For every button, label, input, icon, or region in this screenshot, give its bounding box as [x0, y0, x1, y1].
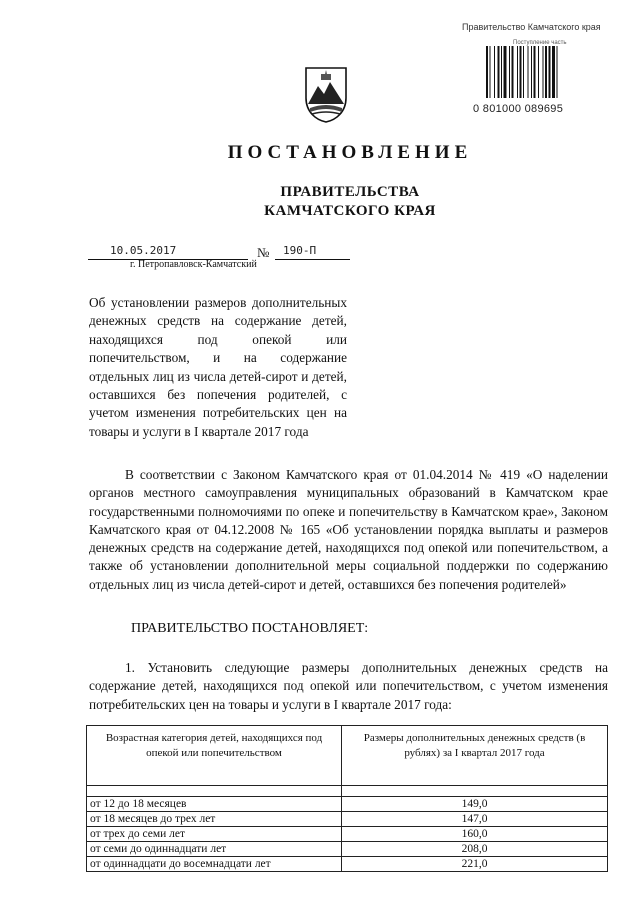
row-category: от семи до одиннадцати лет	[87, 842, 342, 857]
document-subject: Об установлении размеров дополнительных денежных средств на содержание детей, находящихся под опекой или попечительством, и на содержание отдельных лиц из числа детей-сирот и детей, оставшихся без попечения родителей, с учетом изменения потребительских цен на товары и услуги в I квартале 2017 года	[89, 295, 347, 439]
row-amount: 160,0	[342, 827, 608, 842]
preamble-paragraph: В соответствии с Законом Камчатского края от 01.04.2014 № 419 «О наделении органов местного самоуправления муниципальных образований в Камчатском крае государственными полномочиями по опеке и попечительству в Камчатском крае», Законом Камчатского края от 04.12.2008 № 165 «Об установлении порядка выплаты и размеров денежных средств на содержание детей, находящихся под опекой или попечительством, а также об установлении дополнительной меры социальной поддержки по содержанию отдельных лиц из числа детей-сирот и детей, оставшихся без попечения родителей»	[89, 467, 608, 592]
issuing-body-line1: ПРАВИТЕЛЬСТВА	[280, 184, 420, 200]
row-amount: 147,0	[342, 812, 608, 827]
stamp-subtitle: Поступление часть	[513, 40, 567, 46]
row-amount: 208,0	[342, 842, 608, 857]
issuing-body-line2: КАМЧАТСКОГО КРАЯ	[264, 203, 436, 219]
table-row	[87, 827, 608, 842]
table-spacer-row	[87, 786, 608, 797]
point-1-paragraph: 1. Установить следующие размеры дополнительных денежных средств на содержание детей, находящихся под опекой или попечительством, с учетом изменения потребительских цен на товары и услуги в I квартале 2017 года:	[89, 660, 608, 712]
row-category: от одиннадцати до восемнадцати лет	[87, 857, 342, 872]
table-row	[87, 842, 608, 857]
row-amount: 221,0	[342, 857, 608, 872]
resolution-heading: ПРАВИТЕЛЬСТВО ПОСТАНОВЛЯЕТ:	[131, 621, 369, 636]
row-category: от 12 до 18 месяцев	[87, 797, 342, 812]
stamp-organization: Правительство Камчатского края	[462, 22, 601, 32]
number-sign: №	[257, 245, 270, 260]
barcode-number: 0 801000 089695	[473, 103, 564, 115]
allowance-table	[86, 725, 608, 872]
table-row	[87, 797, 608, 812]
row-category: от 18 месяцев до трех лет	[87, 812, 342, 827]
table-header-category: Возрастная категория детей, находящихся под опекой или попечительством	[87, 726, 342, 786]
table-header-amount: Размеры дополнительных денежных средств (в рублях) за I квартал 2017 года	[342, 726, 608, 786]
row-category: от трех до семи лет	[87, 827, 342, 842]
row-amount: 149,0	[342, 797, 608, 812]
table-row	[87, 857, 608, 872]
document-number: 190-П	[283, 244, 317, 257]
table-header-row	[87, 726, 608, 786]
document-type-title: ПОСТАНОВЛЕНИЕ	[227, 142, 473, 163]
number-underline	[275, 259, 350, 260]
issue-city: г. Петропавловск-Камчатский	[130, 259, 257, 270]
document-date: 10.05.2017	[110, 244, 177, 257]
kamchatka-emblem	[302, 64, 350, 124]
barcode	[486, 46, 589, 98]
table-row	[87, 812, 608, 827]
